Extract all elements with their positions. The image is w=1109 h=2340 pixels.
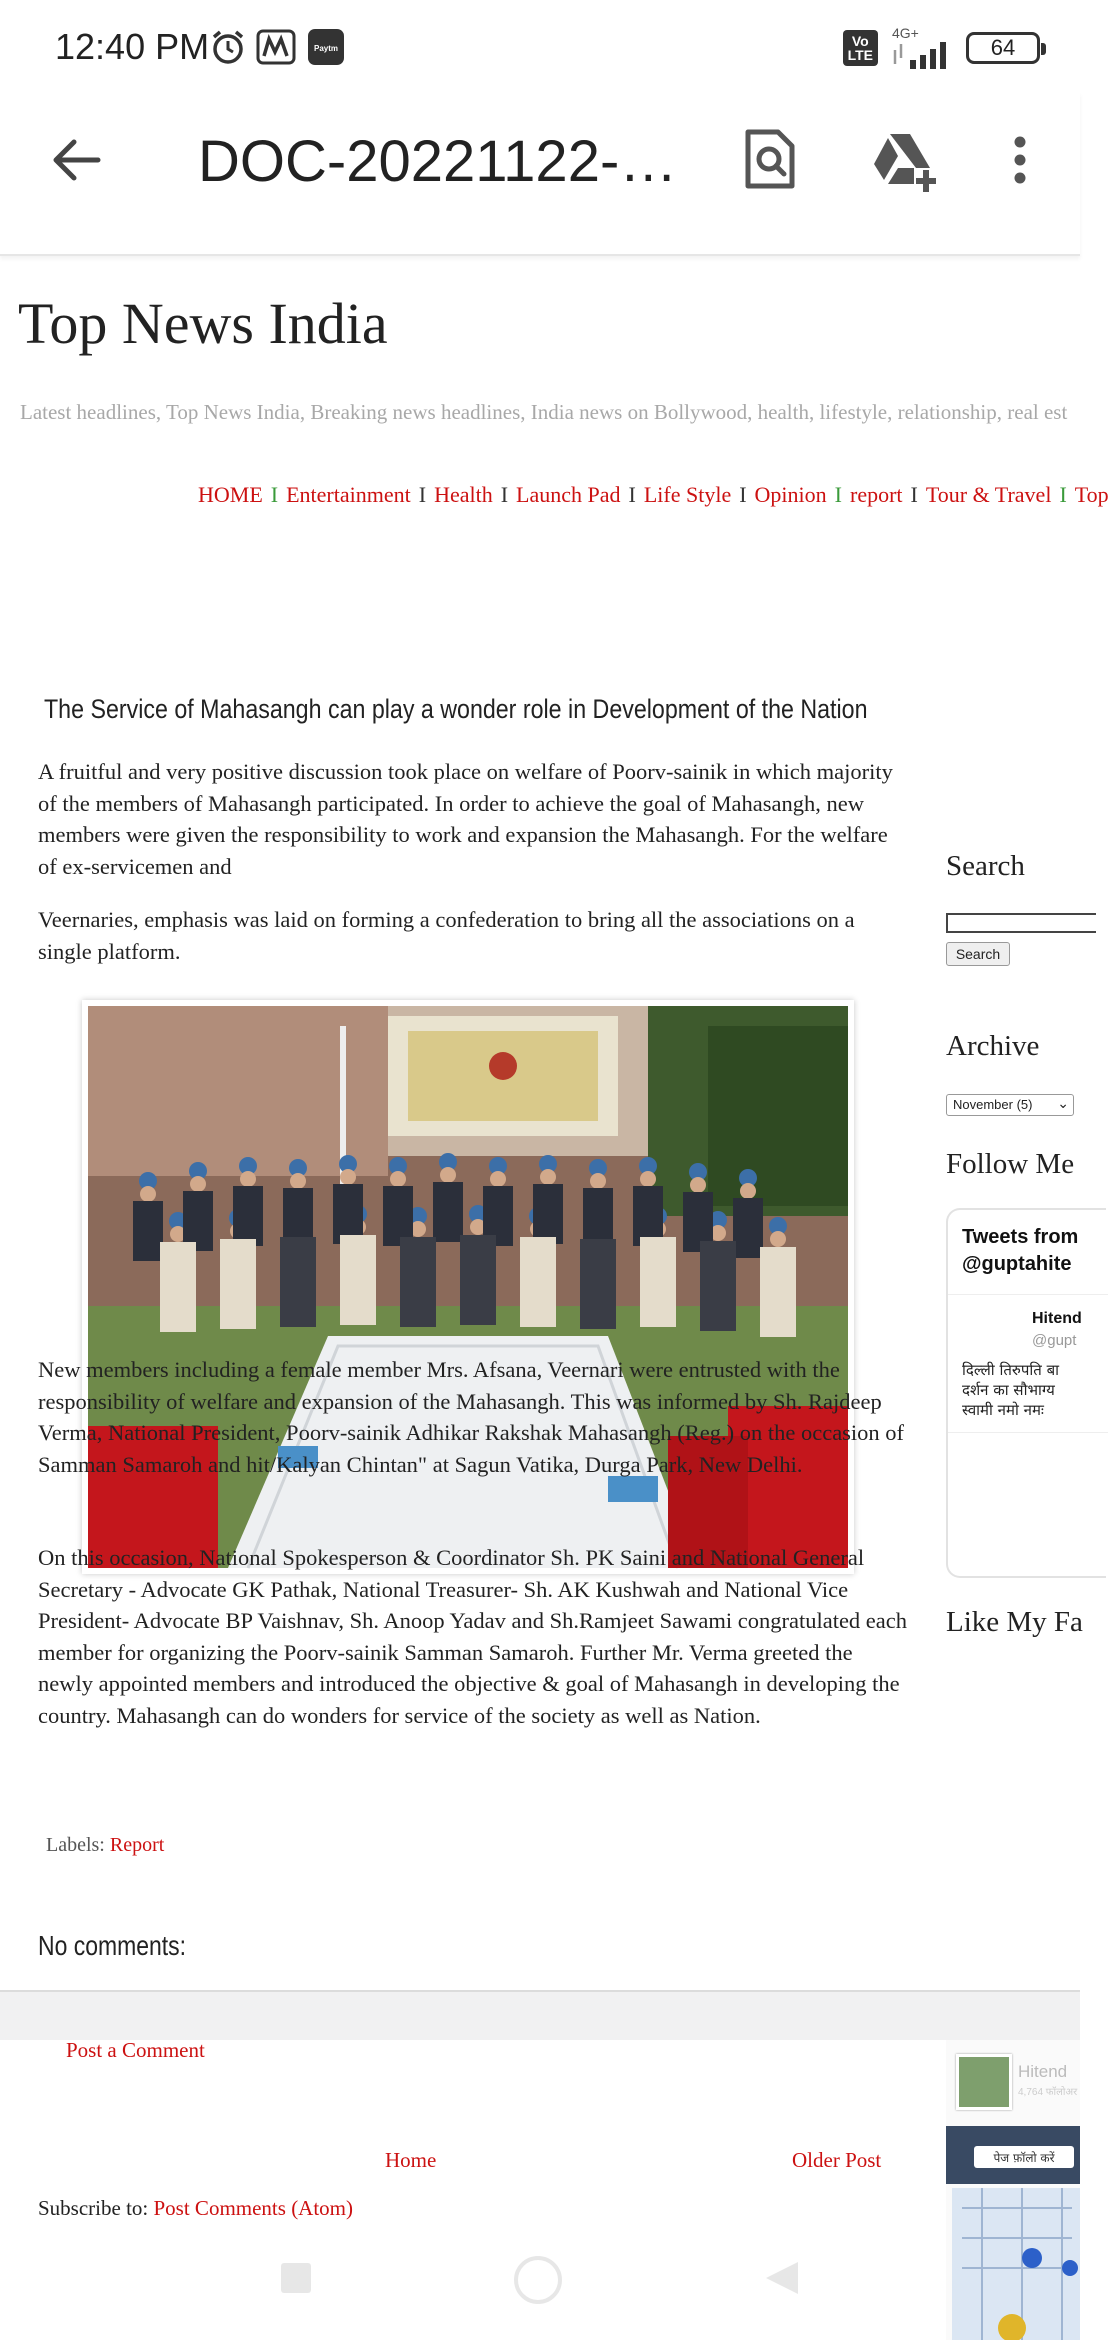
post-paragraph-3: New members including a female member Mrs. Afsana, Veernari were entrusted with the responsibility of welfare and expansion of the Mahasangh. This was informed by Sh. Rajdeep Verma, National President, Poorv-sainik Adhikar Rakshak Mahasangh (Reg.) on the occasion of Samman Samaroh and hit/Kalyan Chintan" at Sagun Vatika, Durga Park, New Delhi. [38, 1357, 905, 1477]
archive-selected-value: November (5) [953, 1097, 1033, 1112]
back-nav-icon[interactable] [762, 2258, 802, 2303]
search-heading: Search [946, 850, 1025, 882]
volte-label-top: Vo [851, 33, 869, 49]
site-nav [198, 482, 1109, 508]
search-input[interactable] [946, 913, 1096, 933]
home-link[interactable]: Home [385, 2148, 437, 2172]
nav-separator: I [834, 482, 842, 507]
label-report-link[interactable]: Report [109, 1834, 165, 1856]
nav-separator: I [270, 482, 279, 507]
volte-label-bottom: LTE [847, 47, 873, 63]
alarm-icon [208, 28, 248, 66]
nav-opinion[interactable]: Opinion [754, 482, 827, 507]
app-bar [0, 92, 1080, 256]
follow-page-button[interactable]: पेज फ़ॉलो करें [974, 2146, 1074, 2168]
no-comments-heading: No comments: [38, 1930, 187, 1961]
tweet-author-handle[interactable]: @gupt [1032, 1332, 1077, 1349]
twitter-widget-header [962, 1224, 1078, 1278]
back-arrow-icon[interactable] [48, 130, 108, 190]
post-photo[interactable] [82, 1000, 854, 1574]
find-in-page-icon[interactable] [736, 126, 804, 194]
nav-separator: I [739, 482, 747, 507]
post-paragraph-4: On this occasion, National Spokesperson & Coordinator Sh. PK Saini and National General Secretary - Advocate GK Pathak, National Treasurer- Sh. AK Kushwah and National Vice President- Advocate BP Vaishnav, Sh. Anoop Yadav and Sh.Ramjeet Sawami congratulated each member for organizing the Poorv-sainik Samman Samaroh. Further Mr. Verma greeted the newly appointed members and introduced the objective & goal of Mahasangh in developing the country. Mahasangh can do wonders for service of the society as well as Nation. [38, 1545, 908, 1728]
group-photo-image [88, 1006, 848, 1568]
status-indicators [843, 26, 1040, 70]
nav-separator: I [1059, 482, 1067, 507]
archive-heading: Archive [946, 1030, 1040, 1062]
more-vert-icon[interactable] [990, 126, 1050, 194]
facebook-page-avatar[interactable] [956, 2054, 1012, 2110]
post-comment-link[interactable]: Post a Comment [66, 2038, 205, 2062]
nav-entertainment[interactable]: Entertainment [286, 482, 411, 507]
archive-select[interactable] [946, 1094, 1074, 1116]
like-heading: Like My Fa [946, 1606, 1083, 1638]
facebook-follower-count: 4,764 फॉलोअर [1018, 2087, 1078, 2098]
site-description: Latest headlines, Top News India, Breaking news headlines, India news on Bollywood, health, lifestyle, relationship, real est [20, 400, 1068, 424]
divider [948, 1432, 1108, 1433]
older-post-link[interactable]: Older Post [792, 2148, 882, 2172]
subscribe-prefix: Subscribe to: [38, 2196, 149, 2220]
nav-separator: I [910, 482, 918, 507]
nav-top[interactable]: Top [1074, 482, 1109, 507]
divider [948, 1294, 1108, 1295]
battery-level: 64 [990, 35, 1016, 60]
tweet-text: दिल्ली तिरुपति बा दर्शन का सौभाग्य स्वामी नमो नमः [962, 1361, 1060, 1419]
nav-launch-pad[interactable]: Launch Pad [516, 482, 621, 507]
twitter-timeline-widget[interactable] [946, 1208, 1106, 1578]
add-to-drive-icon[interactable] [868, 126, 936, 194]
nav-separator: I [628, 482, 636, 507]
search-button[interactable]: Search [946, 942, 1010, 966]
nav-separator: I [500, 482, 509, 507]
post-labels [46, 1834, 164, 1857]
post-title: The Service of Mahasangh can play a wonder role in Development of the Nation [44, 694, 868, 724]
nav-tour-travel[interactable]: Tour & Travel [925, 482, 1052, 507]
system-navigation-bar [0, 2240, 1080, 2340]
paytm-label: Paytm [313, 44, 339, 53]
tweet-author-name[interactable]: Hitend [1032, 1310, 1082, 1327]
subscribe-line [38, 2196, 353, 2221]
status-bar [0, 0, 1080, 92]
recent-apps-icon[interactable] [278, 2260, 314, 2301]
nav-life-style[interactable]: Life Style [643, 482, 732, 507]
document-page[interactable] [0, 258, 1109, 1988]
battery-icon [966, 32, 1040, 64]
follow-heading: Follow Me [946, 1148, 1075, 1180]
status-time: 12:40 PM [55, 26, 210, 67]
post-comments-atom-link[interactable]: Post Comments (Atom) [153, 2196, 354, 2220]
nav-report[interactable]: report [850, 482, 903, 507]
myntra-icon [256, 28, 296, 66]
network-type: 4G+ [892, 25, 919, 41]
nav-health[interactable]: Health [434, 482, 493, 507]
post-paragraph-1: A fruitful and very positive discussion took place on welfare of Poorv-sainik in which majority of the members of Mahasangh participated. In order to achieve the goal of Mahasangh, new members were given the responsibility to work and expansion the Mahasangh. For the welfare of ex-servicemen and [38, 759, 893, 879]
nav-separator: I [418, 482, 427, 507]
paytm-icon [306, 28, 346, 66]
section-divider [0, 1990, 1080, 2040]
facebook-page-name[interactable]: Hitend [1018, 2062, 1068, 2081]
volte-icon [843, 30, 878, 66]
twitter-header-handle[interactable]: @guptahite [962, 1253, 1072, 1275]
document-title: DOC-20221122-… [198, 129, 678, 194]
labels-prefix: Labels: [46, 1834, 105, 1856]
chevron-down-icon: ⌄ [1057, 1095, 1069, 1111]
home-icon[interactable] [512, 2254, 564, 2311]
signal-icon [892, 40, 952, 70]
post-paragraph-2: Veernaries, emphasis was laid on forming a confederation to bring all the associations on a single platform. [38, 907, 855, 964]
network-indicator [892, 26, 952, 70]
site-title[interactable]: Top News India [18, 291, 388, 356]
nav-home[interactable]: HOME [198, 482, 263, 507]
twitter-header-line-1: Tweets from [962, 1226, 1079, 1248]
